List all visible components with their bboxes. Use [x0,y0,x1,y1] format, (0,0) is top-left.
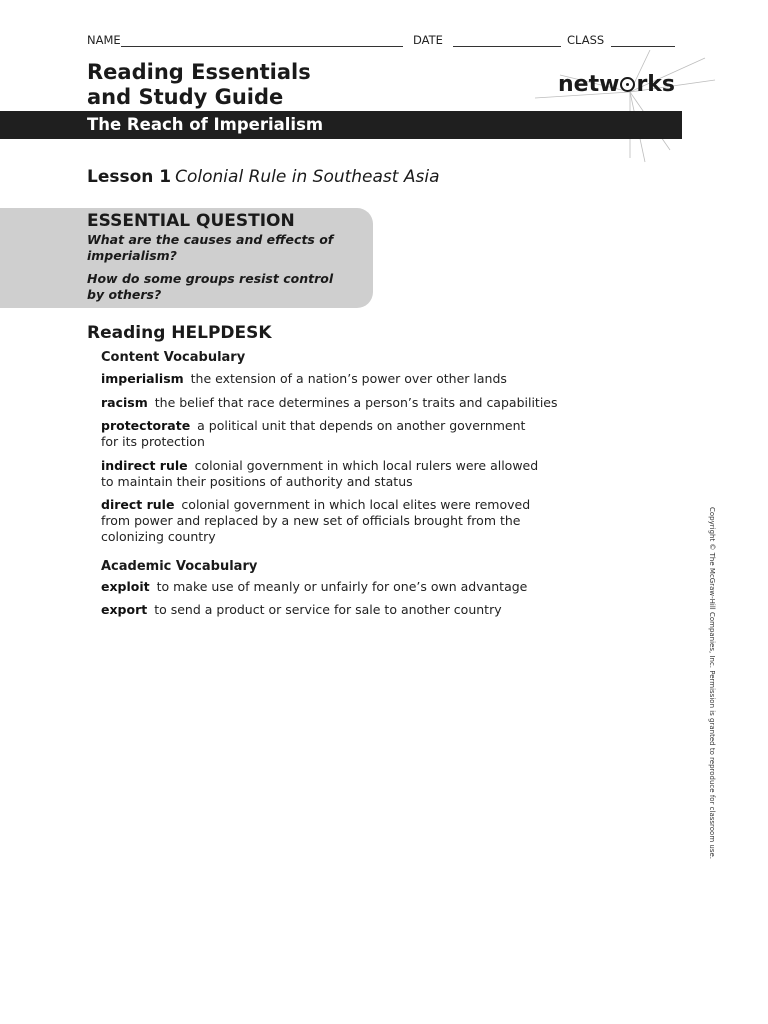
lesson-number: Lesson 1 [87,167,172,187]
guide-title-line2: and Study Guide [87,85,284,109]
globe-icon [620,77,635,92]
vocab-definition: the belief that race determines a person’s traits and capabilities [154,395,558,410]
reading-helpdesk-title: Reading HELPDESK [87,323,272,343]
topic-banner [0,111,682,139]
vocab-item-exploit [101,579,571,595]
vocab-term: racism [101,395,148,410]
class-field[interactable] [611,46,675,47]
date-field[interactable] [453,46,561,47]
vocab-term: protectorate [101,418,191,433]
essential-question-1: What are the causes and effects of imperialism? [87,232,334,263]
copyright-text: Copyright © The McGraw-Hill Companies, Inc. Permission is granted to reproduce for classroom use. [708,507,716,859]
vocab-item-direct-rule [101,497,546,545]
vocab-term: exploit [101,579,150,594]
vocab-item-imperialism [101,371,571,387]
vocab-term: imperialism [101,371,184,386]
guide-title-line1: Reading Essentials [87,60,311,84]
logo-text-start: netw [558,72,620,97]
vocab-definition: colonial government in which local elites were removed from power and replaced by a new set of officials brought from the colonizing country [101,497,531,544]
copyright-notice [706,505,716,859]
content-vocabulary-heading: Content Vocabulary [101,350,246,365]
name-field[interactable] [121,46,403,47]
vocab-item-indirect-rule [101,458,551,490]
topic-title: The Reach of Imperialism [87,115,324,134]
vocab-definition: to send a product or service for sale to another country [154,602,502,617]
logo-text-end: rks [636,72,676,97]
vocab-term: direct rule [101,497,175,512]
lesson-heading [87,167,440,187]
vocab-item-export [101,602,571,618]
academic-vocabulary-heading: Academic Vocabulary [101,559,258,574]
date-label: DATE [413,33,443,47]
networks-logo [558,72,675,97]
vocab-item-protectorate [101,418,541,450]
essential-question-title: ESSENTIAL QUESTION [87,211,295,231]
logo-burst-decoration [520,50,720,170]
name-label: NAME [87,33,121,47]
vocab-definition: a political unit that depends on another government for its protection [101,418,526,449]
guide-title [87,60,507,110]
vocab-definition: the extension of a nation’s power over other lands [190,371,507,386]
student-info-fields [87,33,687,49]
vocab-term: export [101,602,148,617]
vocab-item-racism [101,395,571,411]
essential-question-2: How do some groups resist control by others? [87,271,334,302]
vocab-definition: to make use of meanly or unfairly for one’s own advantage [156,579,528,594]
lesson-name: Colonial Rule in Southeast Asia [175,167,440,187]
class-label: CLASS [567,33,605,47]
vocab-definition: colonial government in which local rulers were allowed to maintain their positions of authority and status [101,458,539,489]
vocab-term: indirect rule [101,458,188,473]
